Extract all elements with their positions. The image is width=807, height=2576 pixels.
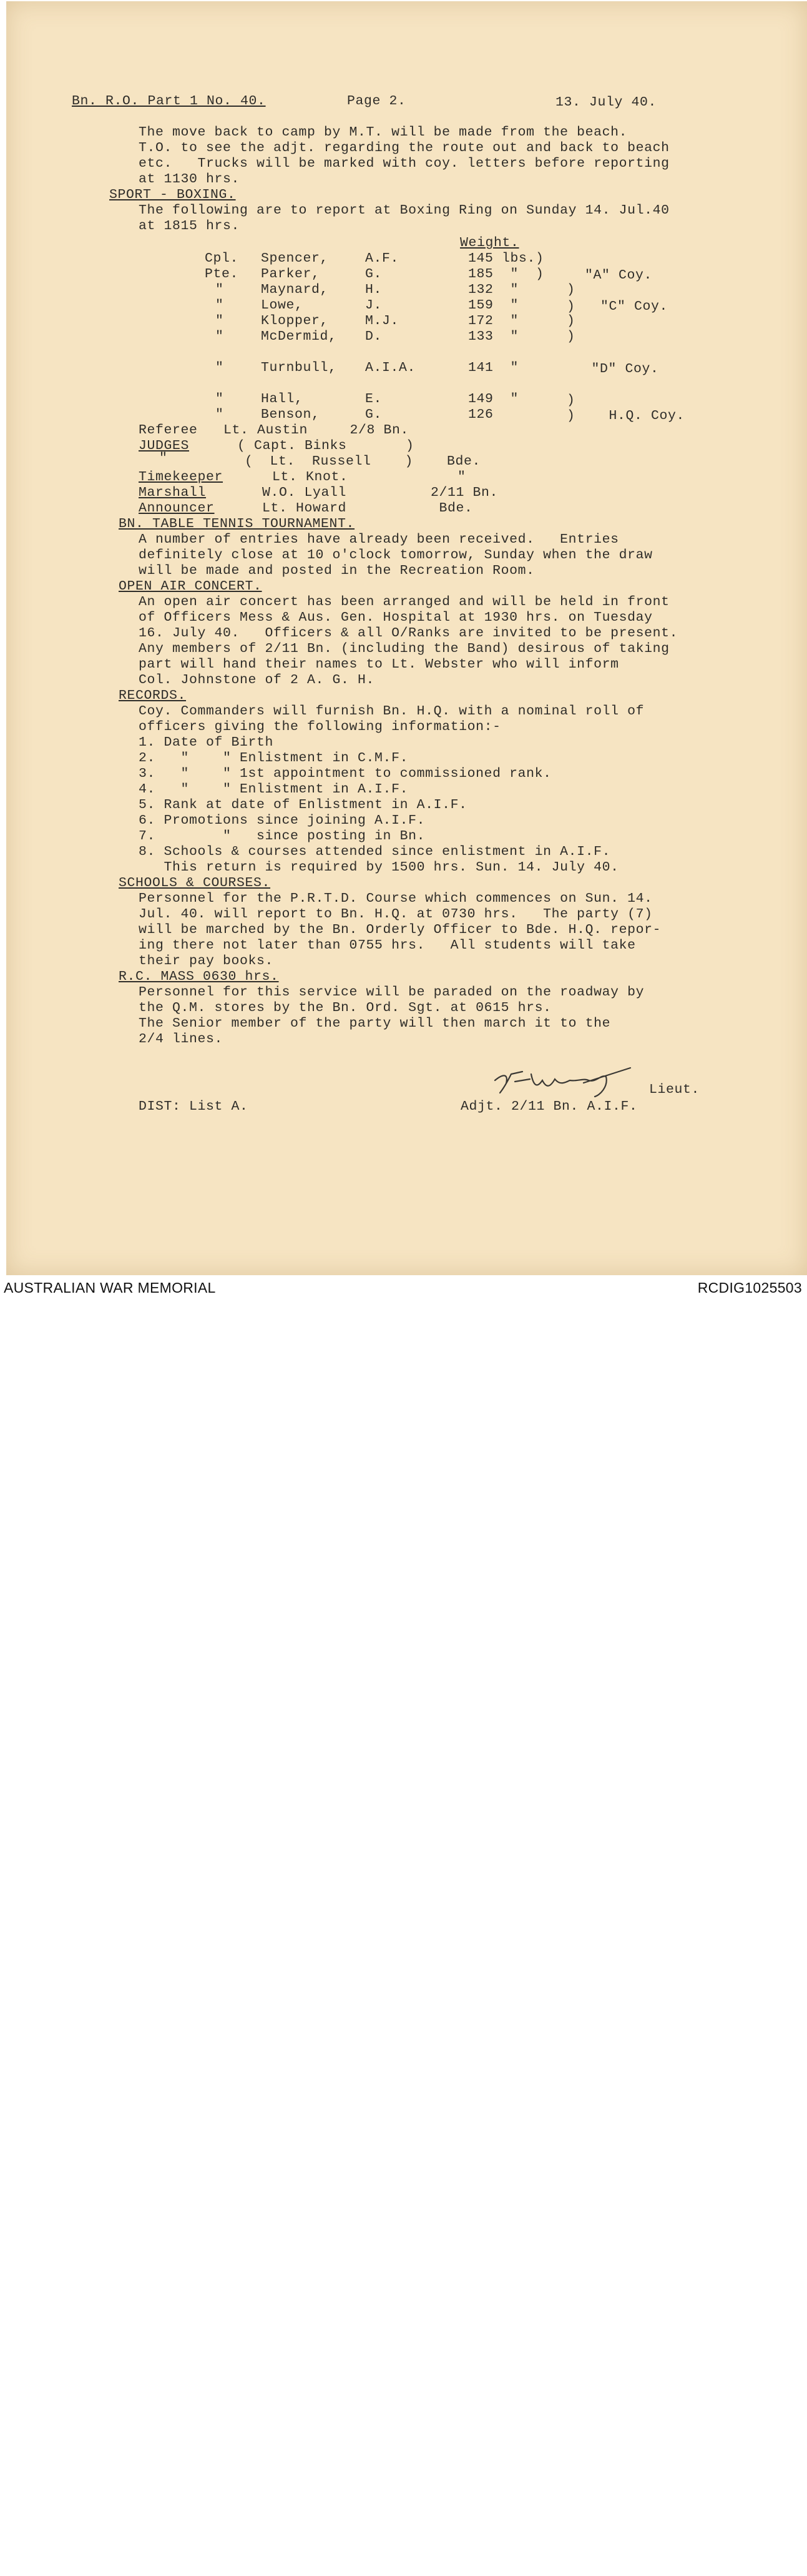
official-role: Announcer — [139, 501, 215, 516]
boxer-rank: " — [215, 329, 224, 344]
official-name: Lt. Knot. " — [272, 470, 466, 485]
body-line: 16. July 40. Officers & all O/Ranks are invited to be present. — [139, 626, 678, 641]
body-line: will be made and posted in the Recreation Room. — [139, 563, 535, 578]
boxer-weight: 145 lbs.) — [468, 251, 544, 266]
boxer-company: "A" Coy. — [585, 268, 653, 283]
boxer-name: Klopper, — [261, 313, 329, 328]
intro-line: The move back to camp by M.T. will be made from the beach. — [139, 125, 628, 140]
body-line: 2/4 lines. — [139, 1032, 223, 1047]
boxing-intro-line: The following are to report at Boxing Ring on Sunday 14. Jul.40 — [139, 203, 670, 218]
distribution-note: DIST: List A. — [139, 1099, 248, 1114]
boxer-name: Parker, — [261, 267, 320, 282]
section-heading-boxing: SPORT - BOXING. — [109, 187, 236, 202]
boxer-name: Maynard, — [261, 282, 329, 297]
weight-column-header: Weight. — [460, 235, 519, 250]
boxer-name: Benson, — [261, 407, 320, 422]
official-role: " — [159, 451, 168, 466]
boxer-rank: " — [215, 313, 224, 328]
body-line: will be marched by the Bn. Orderly Officer to Bde. H.Q. repor- — [139, 922, 662, 937]
boxer-company: ) — [567, 282, 575, 297]
boxer-weight: 185 " ) — [468, 267, 544, 282]
boxer-company: ) — [567, 313, 575, 328]
boxer-company: ) — [567, 329, 575, 344]
section-heading-concert: OPEN AIR CONCERT. — [119, 579, 262, 594]
boxer-weight: 172 " — [468, 313, 519, 328]
boxer-initials: E. — [365, 392, 383, 407]
boxer-company: "D" Coy. — [549, 362, 659, 377]
body-line: This return is required by 1500 hrs. Sun. 14. July 40. — [139, 860, 619, 875]
official-role: Marshall — [139, 485, 207, 500]
body-line: ing there not later than 0755 hrs. All students will take — [139, 938, 636, 953]
archive-item-id: RCDIG1025503 — [697, 1280, 802, 1296]
boxer-name: Lowe, — [261, 298, 303, 313]
body-line: Any members of 2/11 Bn. (including the Band) desirous of taking — [139, 641, 670, 656]
official-name: ( Lt. Russell ) Bde. — [245, 454, 481, 469]
body-line: The Senior member of the party will then march it to the — [139, 1016, 611, 1031]
boxer-company: ) "C" Coy. — [567, 299, 668, 314]
records-list-item: 1. Date of Birth — [139, 735, 274, 750]
section-heading-schools: SCHOOLS & COURSES. — [119, 876, 271, 891]
boxer-initials: J. — [365, 298, 383, 313]
boxer-rank: " — [215, 407, 224, 422]
body-line: An open air concert has been arranged and will be held in front — [139, 595, 670, 609]
records-list-item: 5. Rank at date of Enlistment in A.I.F. — [139, 797, 467, 812]
body-line: Personnel for this service will be paraded on the roadway by — [139, 985, 645, 1000]
boxer-name: McDermid, — [261, 329, 337, 344]
boxer-rank: Pte. — [205, 267, 239, 282]
order-reference: Bn. R.O. Part 1 No. 40. — [72, 94, 266, 109]
boxer-initials: D. — [365, 329, 383, 344]
records-list-item: 3. " " 1st appointment to commissioned rank. — [139, 766, 552, 781]
boxer-weight: 126 — [468, 407, 494, 422]
boxer-weight: 133 " — [468, 329, 519, 344]
official-role: JUDGES — [139, 438, 190, 453]
archive-source-label: AUSTRALIAN WAR MEMORIAL — [4, 1280, 216, 1296]
boxer-name: Turnbull, — [261, 360, 337, 375]
intro-line: etc. Trucks will be marked with coy. letters before reporting — [139, 156, 670, 171]
boxer-rank: " — [215, 282, 224, 297]
official-name: ( Capt. Binks ) — [237, 438, 414, 453]
official-name: Lt. Howard Bde. — [262, 501, 473, 516]
boxer-company: ) H.Q. Coy. — [567, 408, 685, 423]
signatory-rank: Lieut. — [649, 1082, 700, 1097]
body-line: part will hand their names to Lt. Webster who will inform — [139, 657, 619, 672]
section-heading-records: RECORDS. — [119, 688, 187, 703]
records-list-item: 2. " " Enlistment in C.M.F. — [139, 751, 409, 766]
body-line: definitely close at 10 o'clock tomorrow, Sunday when the draw — [139, 548, 653, 563]
boxer-initials: A.F. — [365, 251, 399, 266]
section-heading-table-tennis: BN. TABLE TENNIS TOURNAMENT. — [119, 516, 355, 531]
boxer-initials: A.I.A. — [365, 360, 416, 375]
body-line: Coy. Commanders will furnish Bn. H.Q. with a nominal roll of — [139, 704, 645, 719]
records-list-item: 8. Schools & courses attended since enlistment in A.I.F. — [139, 844, 611, 859]
body-line: Col. Johnstone of 2 A. G. H. — [139, 673, 375, 688]
boxer-name: Hall, — [261, 392, 303, 407]
boxing-intro-line: at 1815 hrs. — [139, 219, 240, 234]
boxer-rank: " — [215, 392, 224, 407]
body-line: the Q.M. stores by the Bn. Ord. Sgt. at 0615 hrs. — [139, 1000, 552, 1015]
body-line: Personnel for the P.R.T.D. Course which commences on Sun. 14. — [139, 891, 653, 906]
body-line: of Officers Mess & Aus. Gen. Hospital at 1930 hrs. on Tuesday — [139, 610, 653, 625]
records-list-item: 7. " since posting in Bn. — [139, 829, 426, 844]
boxer-weight: 141 " — [468, 360, 519, 375]
body-line: Jul. 40. will report to Bn. H.Q. at 0730 hrs. The party (7) — [139, 907, 653, 922]
handwritten-signature — [490, 1055, 633, 1099]
boxer-company: ) — [567, 393, 575, 408]
order-date: 13. July 40. — [555, 95, 657, 110]
official-role: Timekeeper — [139, 470, 223, 485]
boxer-name: Spencer, — [261, 251, 329, 266]
official-name: Lt. Austin 2/8 Bn. — [223, 423, 409, 438]
intro-line: at 1130 hrs. — [139, 172, 240, 187]
boxer-initials: M.J. — [365, 313, 399, 328]
boxer-initials: G. — [365, 407, 383, 422]
boxer-rank: " — [215, 298, 224, 313]
boxer-weight: 132 " — [468, 282, 519, 297]
body-line: their pay books. — [139, 954, 274, 969]
boxer-weight: 149 " — [468, 392, 519, 407]
page-number: Page 2. — [347, 94, 406, 109]
body-line: A number of entries have already been received. Entries — [139, 532, 619, 547]
intro-line: T.O. to see the adjt. regarding the route out and back to beach — [139, 141, 670, 155]
boxer-weight: 159 " — [468, 298, 519, 313]
boxer-initials: G. — [365, 267, 383, 282]
records-list-item: 6. Promotions since joining A.I.F. — [139, 813, 426, 828]
boxer-rank: " — [215, 360, 224, 375]
official-name: W.O. Lyall 2/11 Bn. — [262, 485, 499, 500]
official-role: Referee — [139, 423, 198, 438]
section-heading-mass: R.C. MASS 0630 hrs. — [119, 969, 279, 984]
body-line: officers giving the following information:- — [139, 719, 501, 734]
boxer-initials: H. — [365, 282, 383, 297]
signatory-title: Adjt. 2/11 Bn. A.I.F. — [461, 1099, 638, 1114]
boxer-rank: Cpl. — [205, 251, 239, 266]
records-list-item: 4. " " Enlistment in A.I.F. — [139, 782, 409, 797]
